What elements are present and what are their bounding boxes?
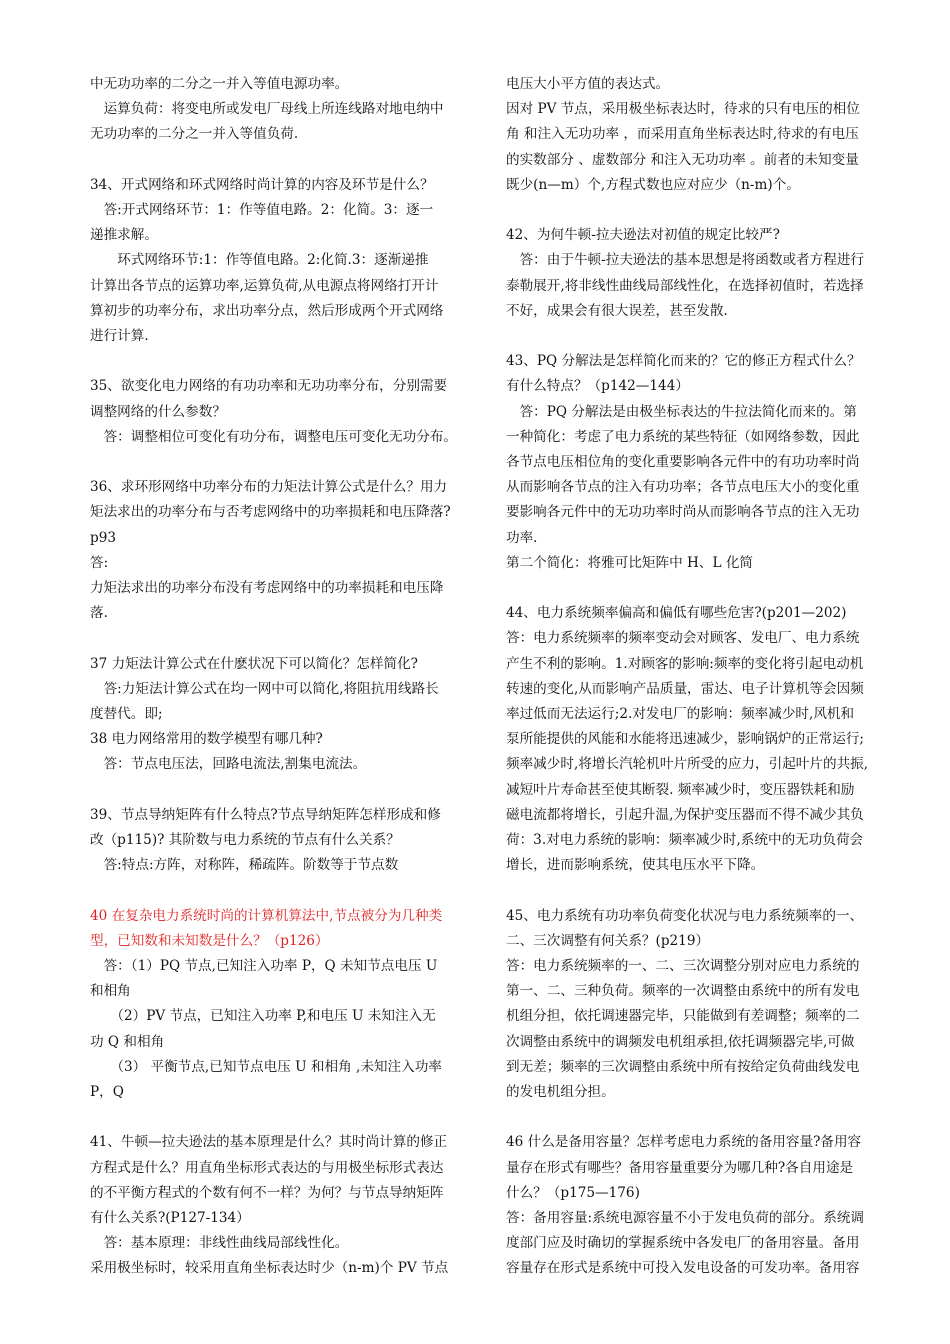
text-line: 因对 PV 节点，采用极坐标表达时，待求的只有电压的相位 xyxy=(506,101,860,118)
text-line: 答：调整相位可变化有功分布，调整电压可变化无功分布。 xyxy=(90,428,458,445)
text-line: 调整网络的什么参数？ xyxy=(90,403,226,420)
text-line: 答：节点电压法，回路电流法,割集电流法。 xyxy=(90,756,367,773)
text-line: 改（p115)? 其阶数与电力系统的节点有什么关系？ xyxy=(90,832,400,849)
text-line: 39、节点导纳矩阵有什么特点?节点导纳矩阵怎样形成和修 xyxy=(90,806,441,823)
text-line xyxy=(90,626,480,651)
text-line: 答：由于牛顿-拉夫逊法的基本思想是将函数或者方程进行 xyxy=(506,252,865,269)
text-line: 型，已知数和未知数是什么？（p126） xyxy=(90,932,329,949)
text-line: 泵所能提供的风能和水能将迅速减少，影响锅炉的正常运行; xyxy=(506,731,865,748)
text-line: 第二个简化：将雅可比矩阵中 H、L 化简 xyxy=(506,554,754,571)
text-line: 一种简化：考虑了电力系统的某些特征（如网络参数，因此 xyxy=(506,428,860,445)
text-line: 答：PQ 分解法是由极坐标表达的牛拉法简化而来的。第 xyxy=(506,403,857,420)
text-line: 34、开式网络和环式网络时尚计算的内容及环节是什么？ xyxy=(90,176,434,193)
text-line: 答：备用容量:系统电源容量不小于发电负荷的部分。系统调 xyxy=(506,1210,865,1227)
text-line: 44、电力系统频率偏高和偏低有哪些危害?(p201—202) xyxy=(506,605,847,622)
text-line: 角 和注入无功功率 ，而采用直角坐标表达时,待求的有电压 xyxy=(506,126,859,143)
text-line: 量存在形式有哪些？备用容量重要分为哪几种?各自用途是 xyxy=(506,1159,854,1176)
text-line: 递推求解。 xyxy=(90,227,158,244)
text-line xyxy=(506,1105,891,1130)
text-line: 答：基本原理：非线性曲线局部线性化。 xyxy=(90,1235,349,1252)
text-line xyxy=(90,1105,480,1130)
text-line xyxy=(90,450,480,475)
text-line xyxy=(506,198,891,223)
text-line: 40 在复杂电力系统时尚的计算机算法中,节点被分为几种类 xyxy=(90,907,443,924)
text-line: 36、求环形网络中功率分布的力矩法计算公式是什么？用力 xyxy=(90,479,448,496)
text-line: 增长，进而影响系统，使其电压水平下降。 xyxy=(506,857,765,874)
text-line: 什么？（p175—176) xyxy=(506,1184,640,1201)
text-line: 度部门应及时确切的掌握系统中各发电厂的备用容量。备用 xyxy=(506,1235,860,1252)
text-line xyxy=(506,324,891,349)
text-line xyxy=(90,349,480,374)
text-line: 计算出各节点的运算功率,运算负荷,从电源点将网络打开计 xyxy=(90,277,439,294)
text-line: 环式网络环节:1：作等值电路。2:化简.3：逐渐递推 xyxy=(90,252,429,269)
text-line: 二、三次调整有何关系？(p219） xyxy=(506,932,710,949)
text-line: 答:开式网络环节：1：作等值电路。2：化简。3：逐一 xyxy=(90,202,434,218)
left-column xyxy=(90,72,480,1282)
text-line: 各节点电压相位角的变化重要影响各元件中的有功功率时尚 xyxy=(506,454,860,471)
text-line: 矩法求出的功率分布与否考虑网络中的功率损耗和电压降落? xyxy=(90,504,451,521)
text-line: 有什么关系?(P127-134） xyxy=(90,1210,250,1227)
text-line xyxy=(506,878,891,903)
right-column xyxy=(506,72,891,1282)
text-line: 答：电力系统频率的频率变动会对顾客、发电厂、电力系统 xyxy=(506,630,860,647)
text-line: 42、为何牛顿-拉夫逊法对初值的规定比较严? xyxy=(506,227,780,244)
text-line: 既少(n—m）个,方程式数也应对应少（n-m)个。 xyxy=(506,176,800,193)
text-line: 频率减少时,将增长汽轮机叶片所受的应力，引起叶片的共振, xyxy=(506,756,869,773)
text-line: 答: xyxy=(90,554,109,571)
text-line: 泰勒展开,将非线性曲线局部线性化，在选择初值时，若选择 xyxy=(506,277,864,294)
text-line: 功率. xyxy=(506,529,538,546)
text-line: 运算负荷：将变电所或发电厂母线上所连线路对地电纳中 xyxy=(90,101,444,118)
text-line: 第一、二、三种负荷。频率的一次调整由系统中的所有发电 xyxy=(506,983,860,1000)
text-line xyxy=(90,778,480,803)
text-line: 减短叶片寿命甚至使其断裂. 频率减少时，变压器铁耗和励 xyxy=(506,781,855,798)
text-line: 43、PQ 分解法是怎样简化而来的？它的修正方程式什么？ xyxy=(506,353,861,370)
text-line: 45、电力系统有功功率负荷变化状况与电力系统频率的一、 xyxy=(506,907,864,924)
text-line: 答:力矩法计算公式在均一网中可以简化,将阻抗用线路长 xyxy=(90,680,439,697)
text-line: 无功功率的二分之一并入等值负荷. xyxy=(90,126,299,143)
text-line: 46 什么是备用容量？怎样考虑电力系统的备用容量?备用容 xyxy=(506,1134,862,1151)
text-line xyxy=(506,576,891,601)
text-line: 次调整由系统中的调频发电机组承担,依托调频器完毕,可做 xyxy=(506,1033,855,1050)
text-line: 不好，成果会有很大误差，甚至发散. xyxy=(506,302,728,319)
text-line: 落. xyxy=(90,605,108,622)
text-line: 方程式是什么？用直角坐标形式表达的与用极坐标形式表达 xyxy=(90,1159,444,1176)
text-line: 度替代。即; xyxy=(90,706,163,723)
text-line: 答:特点:方阵，对称阵，稀疏阵。阶数等于节点数 xyxy=(90,857,399,874)
text-line xyxy=(90,148,480,173)
text-line: 38 电力网络常用的数学模型有哪几种? xyxy=(90,731,323,748)
text-line: 磁电流都将增长，引起升温,为保护变压器而不得不减少其负 xyxy=(506,806,864,823)
text-line: 容量存在形式是系统中可投入发电设备的可发功率。备用容 xyxy=(506,1260,860,1277)
text-line: 的实数部分 、虚数部分 和注入无功功率 。前者的未知变量 xyxy=(506,151,859,168)
text-line: 力矩法求出的功率分布没有考虑网络中的功率损耗和电压降 xyxy=(90,580,444,597)
text-line: 的发电机组分担。 xyxy=(506,1084,615,1101)
text-line: （3） 平衡节点,已知节点电压 U 和相角 ,未知注入功率 xyxy=(90,1058,442,1075)
text-line: 答：（1）PQ 节点,已知注入功率 P，Q 未知节点电压 U xyxy=(90,958,438,975)
text-line: 机组分担，依托调速器完毕，只能做到有差调整；频率的二 xyxy=(506,1008,860,1025)
text-line: 从而影响各节点的注入有功功率；各节点电压大小的变化重 xyxy=(506,479,860,496)
text-line xyxy=(90,878,480,903)
text-line: 进行计算. xyxy=(90,328,149,345)
text-line: 到无差；频率的三次调整由系统中所有按给定负荷曲线发电 xyxy=(506,1058,860,1075)
text-line: 的不平衡方程式的个数有何不一样？为何？与节点导纳矩阵 xyxy=(90,1184,444,1201)
text-line: 算初步的功率分布，求出功率分点，然后形成两个开式网络 xyxy=(90,302,444,319)
text-line: 中无功功率的二分之一并入等值电源功率。 xyxy=(90,76,349,92)
text-line: 率过低而无法运行;2.对发电厂的影响：频率减少时,风机和 xyxy=(506,706,855,723)
text-line: 要影响各元件中的无功功率时尚从而影响各节点的注入无功 xyxy=(506,504,860,521)
text-line: P，Q xyxy=(90,1084,124,1101)
text-line: 转速的变化,从而影响产品质量，雷达、电子计算机等会因频 xyxy=(506,680,864,697)
text-line: 35、欲变化电力网络的有功功率和无功功率分布，分别需要 xyxy=(90,378,448,395)
text-line: 采用极坐标时，较采用直角坐标表达时少（n-m)个 PV 节点 xyxy=(90,1260,449,1277)
text-line: 有什么特点？（p142—144） xyxy=(506,378,689,395)
text-line: （2）PV 节点，已知注入功率 P,和电压 U 未知注入无 xyxy=(90,1008,436,1025)
text-line: 41、牛顿—拉夫逊法的基本原理是什么？其时尚计算的修正 xyxy=(90,1134,448,1151)
text-line: 产生不利的影响。1.对顾客的影响:频率的变化将引起电动机 xyxy=(506,655,864,672)
text-line: 功 Q 和相角 xyxy=(90,1033,165,1050)
text-line: 37 力矩法计算公式在什麽状况下可以简化？怎样简化? xyxy=(90,655,418,672)
text-line: 电压大小平方值的表达式。 xyxy=(506,76,670,92)
text-line: 和相角 xyxy=(90,983,131,1000)
text-line: 荷：3.对电力系统的影响：频率减少时,系统中的无功负荷会 xyxy=(506,832,864,849)
text-line: 答：电力系统频率的一、二、三次调整分别对应电力系统的 xyxy=(506,958,860,975)
text-line: p93 xyxy=(90,529,116,546)
